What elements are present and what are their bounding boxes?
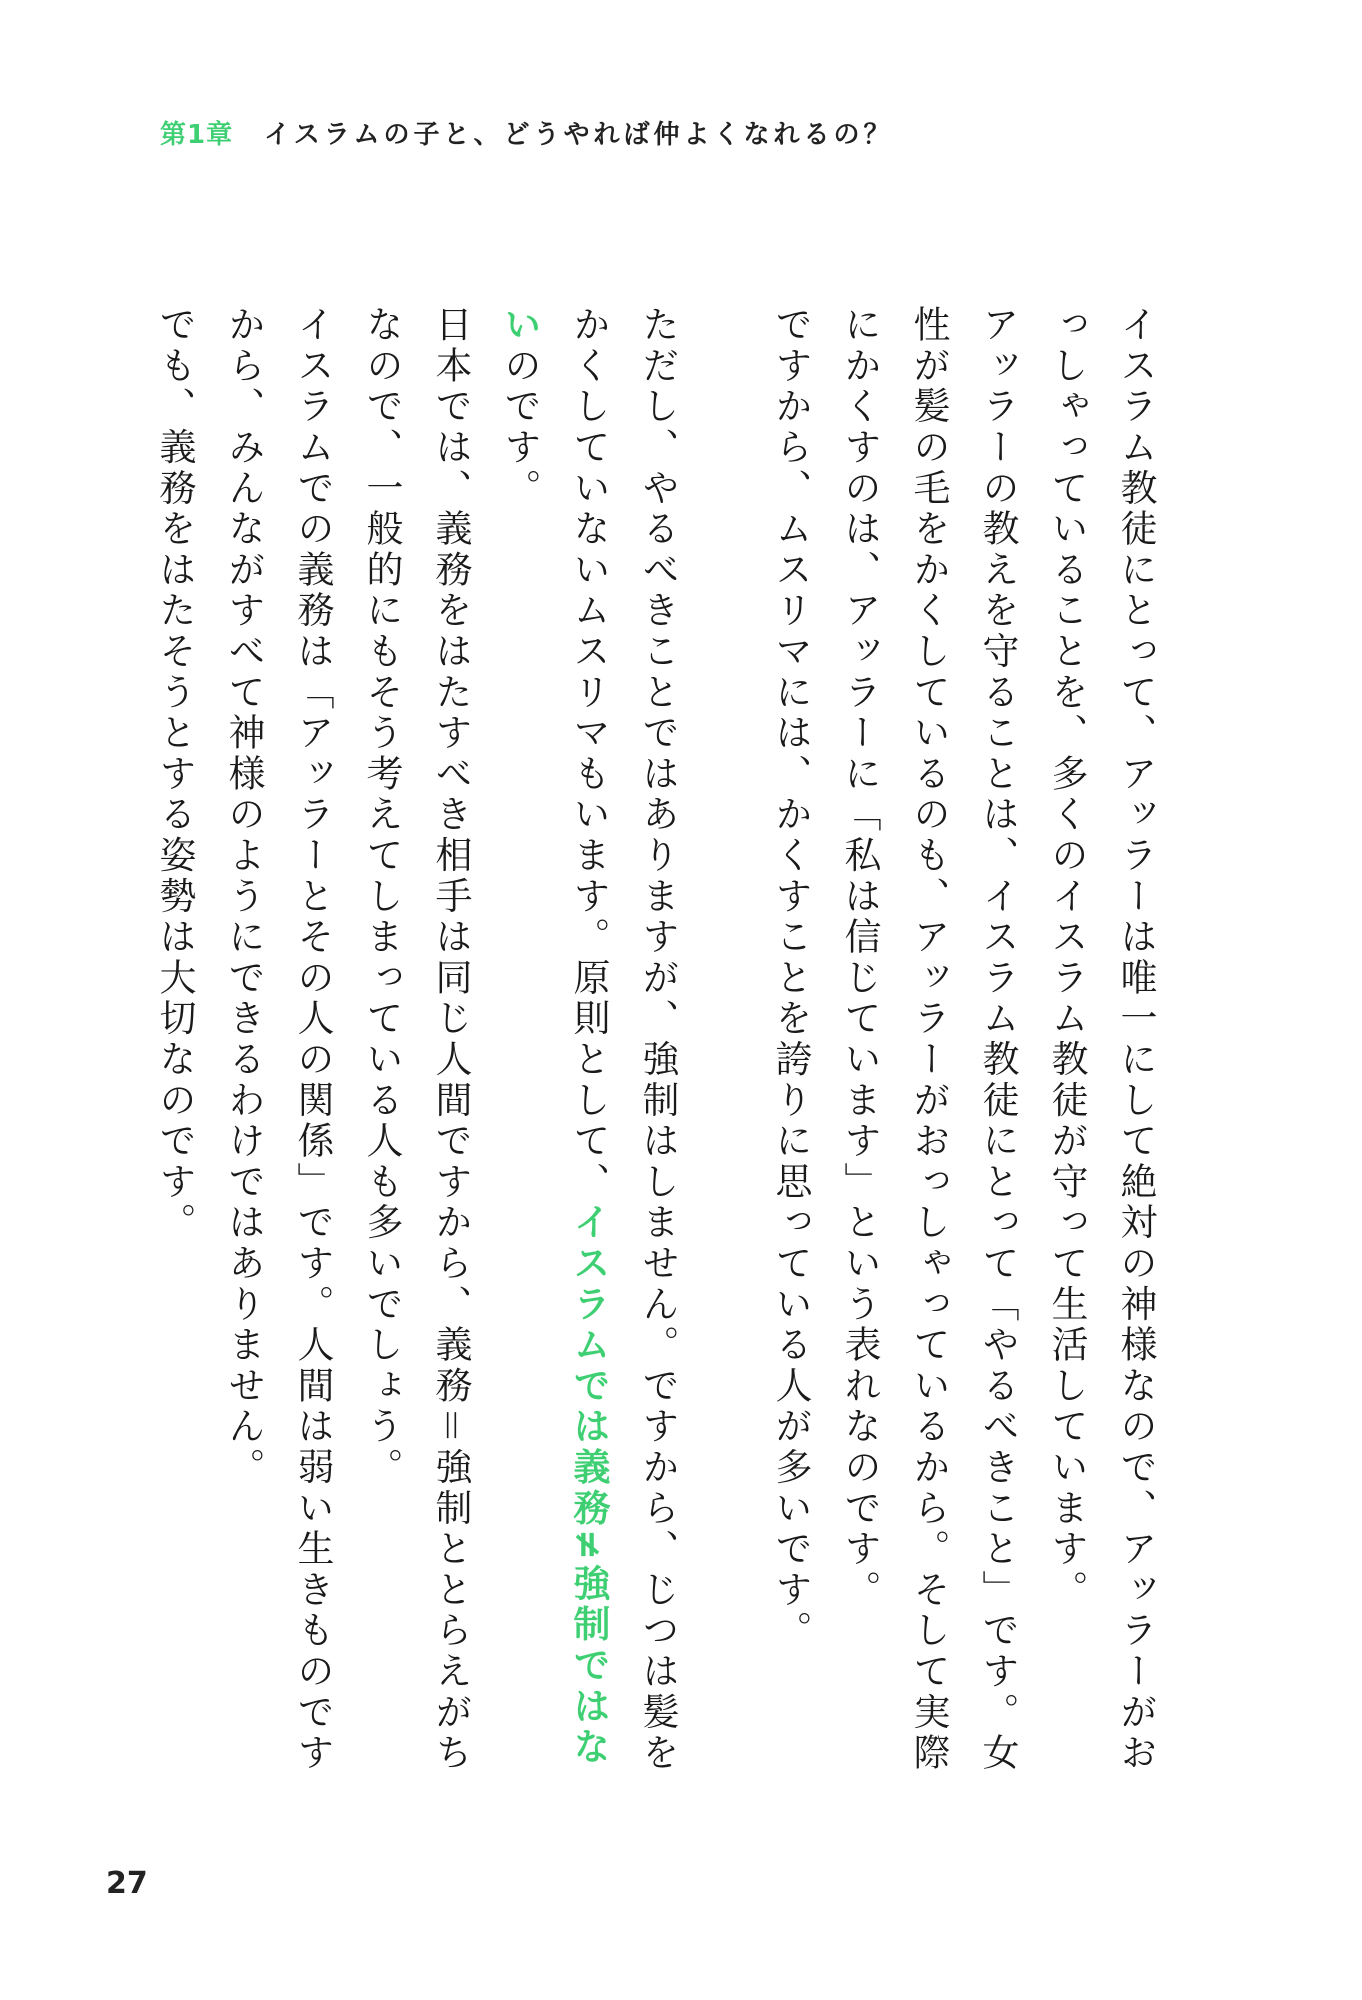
chapter-title: イスラムの子と、どうやれば仲よくなれるの？ bbox=[264, 120, 894, 150]
highlighted-phrase: イスラムでは義務≠強制ではない bbox=[498, 305, 610, 1768]
paragraph: ですから、ムスリマには、かくすことを誇りに思っている人が多いです。 bbox=[769, 305, 812, 1652]
paragraph: ただし、やるべきことではありますが、強制はしません。ですから、じつは髪をかくしていないムスリマもいます。原則として、イスラムでは義務≠強制ではないのです。 bbox=[498, 305, 679, 1774]
chapter-label: 第1章 bbox=[160, 120, 234, 150]
body-text bbox=[153, 305, 1170, 1775]
paragraph: アッラーの教えを守ることは、イスラム教徒にとって「やるべきこと」です。女性が髪の毛をかくしているのも、アッラーがおっしゃっているから。そして実際にかくすのは、アッラーに「私は信じています」という表れなのです。 bbox=[838, 305, 1019, 1774]
chapter-header bbox=[112, 96, 1262, 166]
paragraph: イスラムでの義務は「アッラーとその人の関係」です。人間は弱い生きものですから、みんながすべて神様のようにできるわけではありません。 bbox=[222, 305, 334, 1774]
paragraph: イスラム教徒にとって、アッラーは唯一にして絶対の神様なので、アッラーがおっしゃっていることを、多くのイスラム教徒が守って生活しています。 bbox=[1045, 305, 1157, 1774]
paragraph: でも、義務をはたそうとする姿勢は大切なのです。 bbox=[153, 305, 196, 1244]
page-number: 27 bbox=[106, 1866, 148, 1901]
paragraph: 日本では、義務をはたすべき相手は同じ人間ですから、義務＝強制ととらえがちなので、一般的にもそう考えてしまっている人も多いでしょう。 bbox=[360, 305, 472, 1774]
